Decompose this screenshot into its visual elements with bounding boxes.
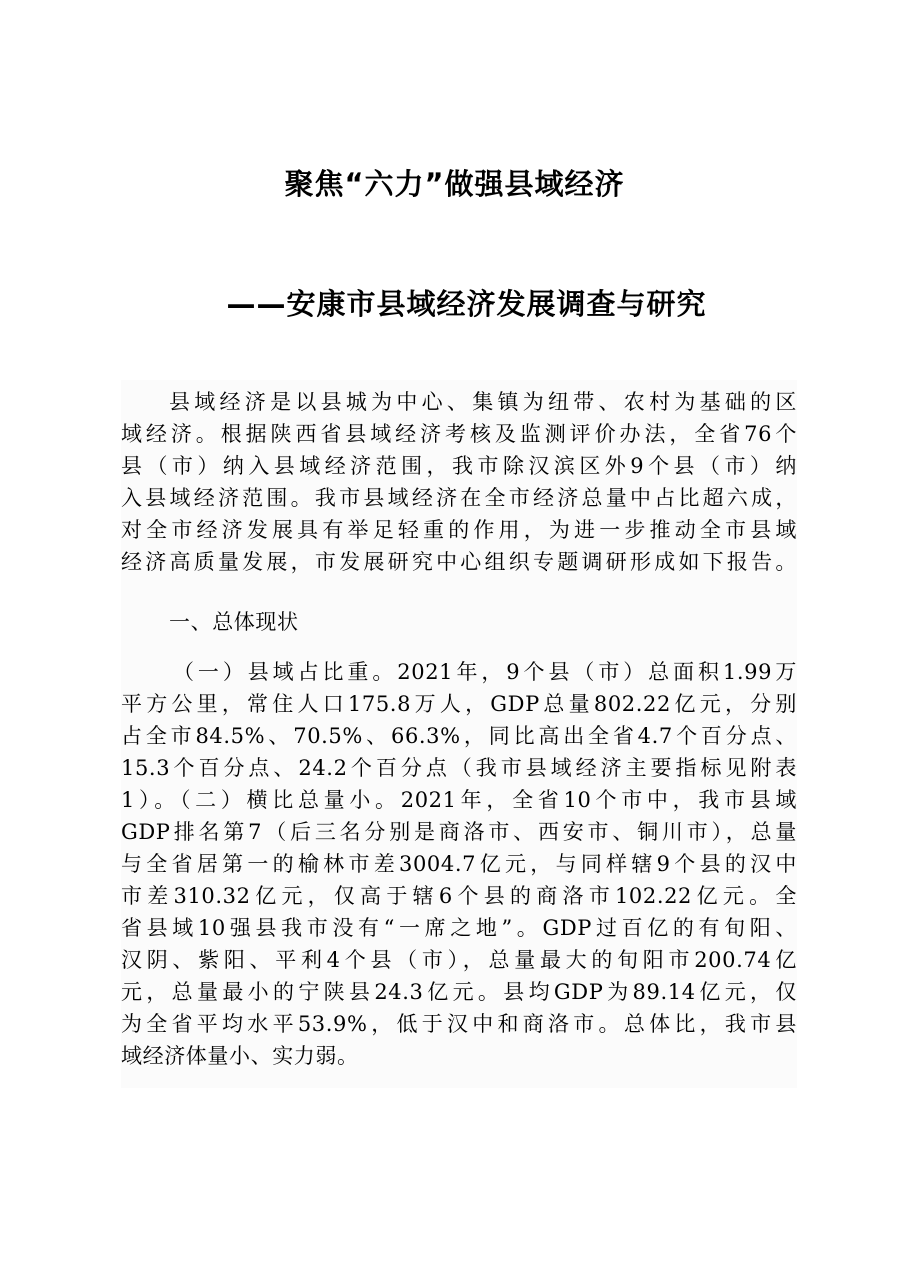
paragraph2-line-1: （一）县域占比重。2021年，9个县（市）总面积1.99万 xyxy=(173,660,797,684)
paragraph2-line-6: GDP排名第7（后三名分别是商洛市、西安市、铜川市），总量 xyxy=(121,820,797,844)
paragraph1-line-2: 域经济。根据陕西省县域经济考核及监测评价办法，全省76个 xyxy=(121,422,797,446)
paragraph2-line-13: 域经济体量小、实力弱。 xyxy=(121,1044,359,1068)
paragraph1-line-6: 经济高质量发展，市发展研究中心组织专题调研形成如下报告。 xyxy=(121,550,797,574)
paragraph2-line-5: 1）。（二）横比总量小。2021年，全省10个市中，我市县域 xyxy=(121,788,797,812)
document-subtitle: ——安康市县域经济发展调查与研究 xyxy=(226,287,707,321)
paragraph1-line-4: 入县域经济范围。我市县域经济在全市经济总量中占比超六成， xyxy=(121,486,797,510)
paragraph2-line-3: 占全市84.5%、70.5%、66.3%，同比高出全省4.7个百分点、 xyxy=(121,724,797,748)
paragraph2-line-11: 元，总量最小的宁陕县24.3亿元。县均GDP为89.14亿元，仅 xyxy=(121,980,797,1004)
paragraph2-line-8: 市差310.32亿元，仅高于辖6个县的商洛市102.22亿元。全 xyxy=(121,884,797,908)
paragraph1-line-3: 县（市）纳入县域经济范围，我市除汉滨区外9个县（市）纳 xyxy=(121,454,797,478)
paragraph2-line-10: 汉阴、紫阳、平利4个县（市），总量最大的旬阳市200.74亿 xyxy=(121,948,797,972)
paragraph2-line-4: 15.3个百分点、24.2个百分点（我市县域经济主要指标见附表 xyxy=(121,756,797,780)
body-text-block xyxy=(121,380,797,1088)
document-title: 聚焦“六力”做强县域经济 xyxy=(284,167,625,201)
paragraph2-line-12: 为全省平均水平53.9%，低于汉中和商洛市。总体比，我市县 xyxy=(121,1012,797,1036)
paragraph1-line-5: 对全市经济发展具有举足轻重的作用，为进一步推动全市县域 xyxy=(121,518,797,542)
paragraph2-line-2: 平方公里，常住人口175.8万人，GDP总量802.22亿元，分别 xyxy=(121,692,797,716)
paragraph2-line-9: 省县域10强县我市没有“一席之地”。GDP过百亿的有旬阳、 xyxy=(121,916,797,940)
section-heading: 一、总体现状 xyxy=(169,610,299,634)
paragraph1-line-1: 县域经济是以县城为中心、集镇为纽带、农村为基础的区 xyxy=(169,390,797,414)
paragraph2-line-7: 与全省居第一的榆林市差3004.7亿元，与同样辖9个县的汉中 xyxy=(121,852,797,876)
